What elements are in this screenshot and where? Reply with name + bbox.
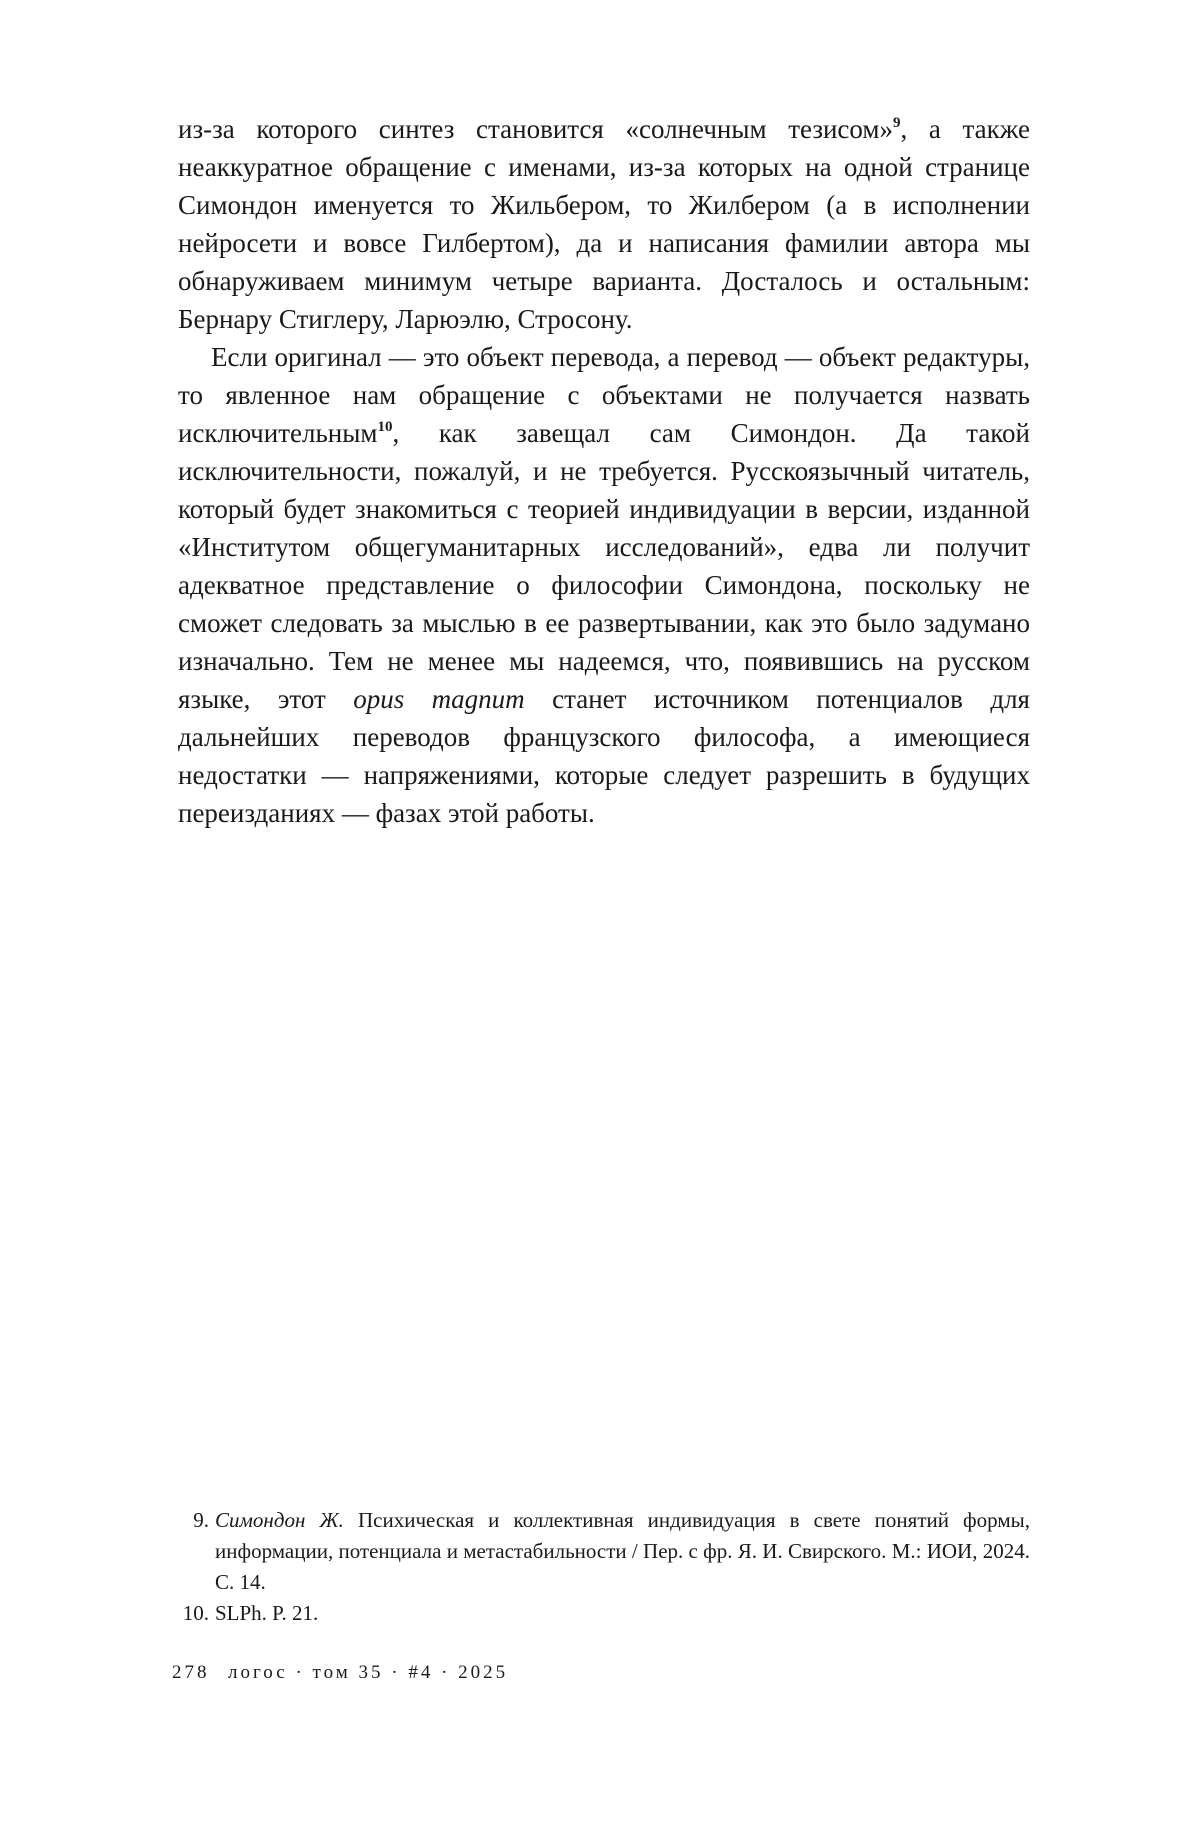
running-footer [172,1661,772,1685]
footnote-10 [182,1598,1030,1629]
footnote-9-number: 9. [193,1508,209,1532]
paragraph-2 [178,338,1030,832]
paragraph-2-part-b: , как завещал сам Симондон. Да такой исключительности, пожалуй, и не требуется. Русскоязычный читатель, который будет знакомиться с теорией индивидуации в версии, изданной «Институтом общегуманитарных исследований», едва ли получит адекватное представление о философии Симондона, поскольку не сможет следовать за мыслью в ее развертывании, как это было задумано изначально. Тем не менее мы надеемся, что, появившись на русском языке, этот [178,418,1030,714]
footnote-10-number: 10. [182,1601,209,1625]
paragraph-1-part-b: , а также неаккуратное обращение с именами, из-за которых на одной странице Симондон именуется то Жильбером, то Жилбером (а в исполнении нейросети и вовсе Гилбертом), да и написания фамилии автора мы обнаруживаем минимум четыре варианта. Досталось и остальным: Бернару Стиглеру, Ларюэлю, Стросону. [178,114,1031,334]
footnotes [182,1505,1030,1629]
footnote-9-text: Психическая и коллективная индивидуация в свете понятий формы, информации, потенциала и метастабильности / Пер. с фр. Я. И. Свирского. М.: ИОИ, 2024. С. 14. [215,1508,1030,1594]
main-text [178,110,1030,832]
paragraph-1-part-a: из-за которого синтез становится «солнечным тезисом» [178,114,893,144]
footnote-10-text: SLPh. P. 21. [215,1601,319,1625]
footnote-ref-10[interactable]: 10 [377,419,393,435]
paragraph-2-part-a: Если оригинал — это объект перевода, а перевод — объект редактуры, то явленное нам обращение с объектами не получается назвать исключительным [178,342,1030,448]
paragraph-2-italic-term: opus magnum [353,684,525,714]
footnote-9 [193,1505,1030,1598]
footnote-9-author: Симондон Ж. [215,1508,344,1532]
paragraph-1 [178,110,1030,338]
journal-info: логос · том 35 · #4 · 2025 [228,1662,509,1683]
footnote-ref-9[interactable]: 9 [893,115,901,131]
paragraph-2-part-c: станет источником потенциалов для дальнейших переводов французского философа, а имеющиеся недостатки — напряжениями, которые следует разрешить в будущих переизданиях — фазах этой работы. [178,684,1030,828]
page-number: 278 [172,1662,210,1683]
